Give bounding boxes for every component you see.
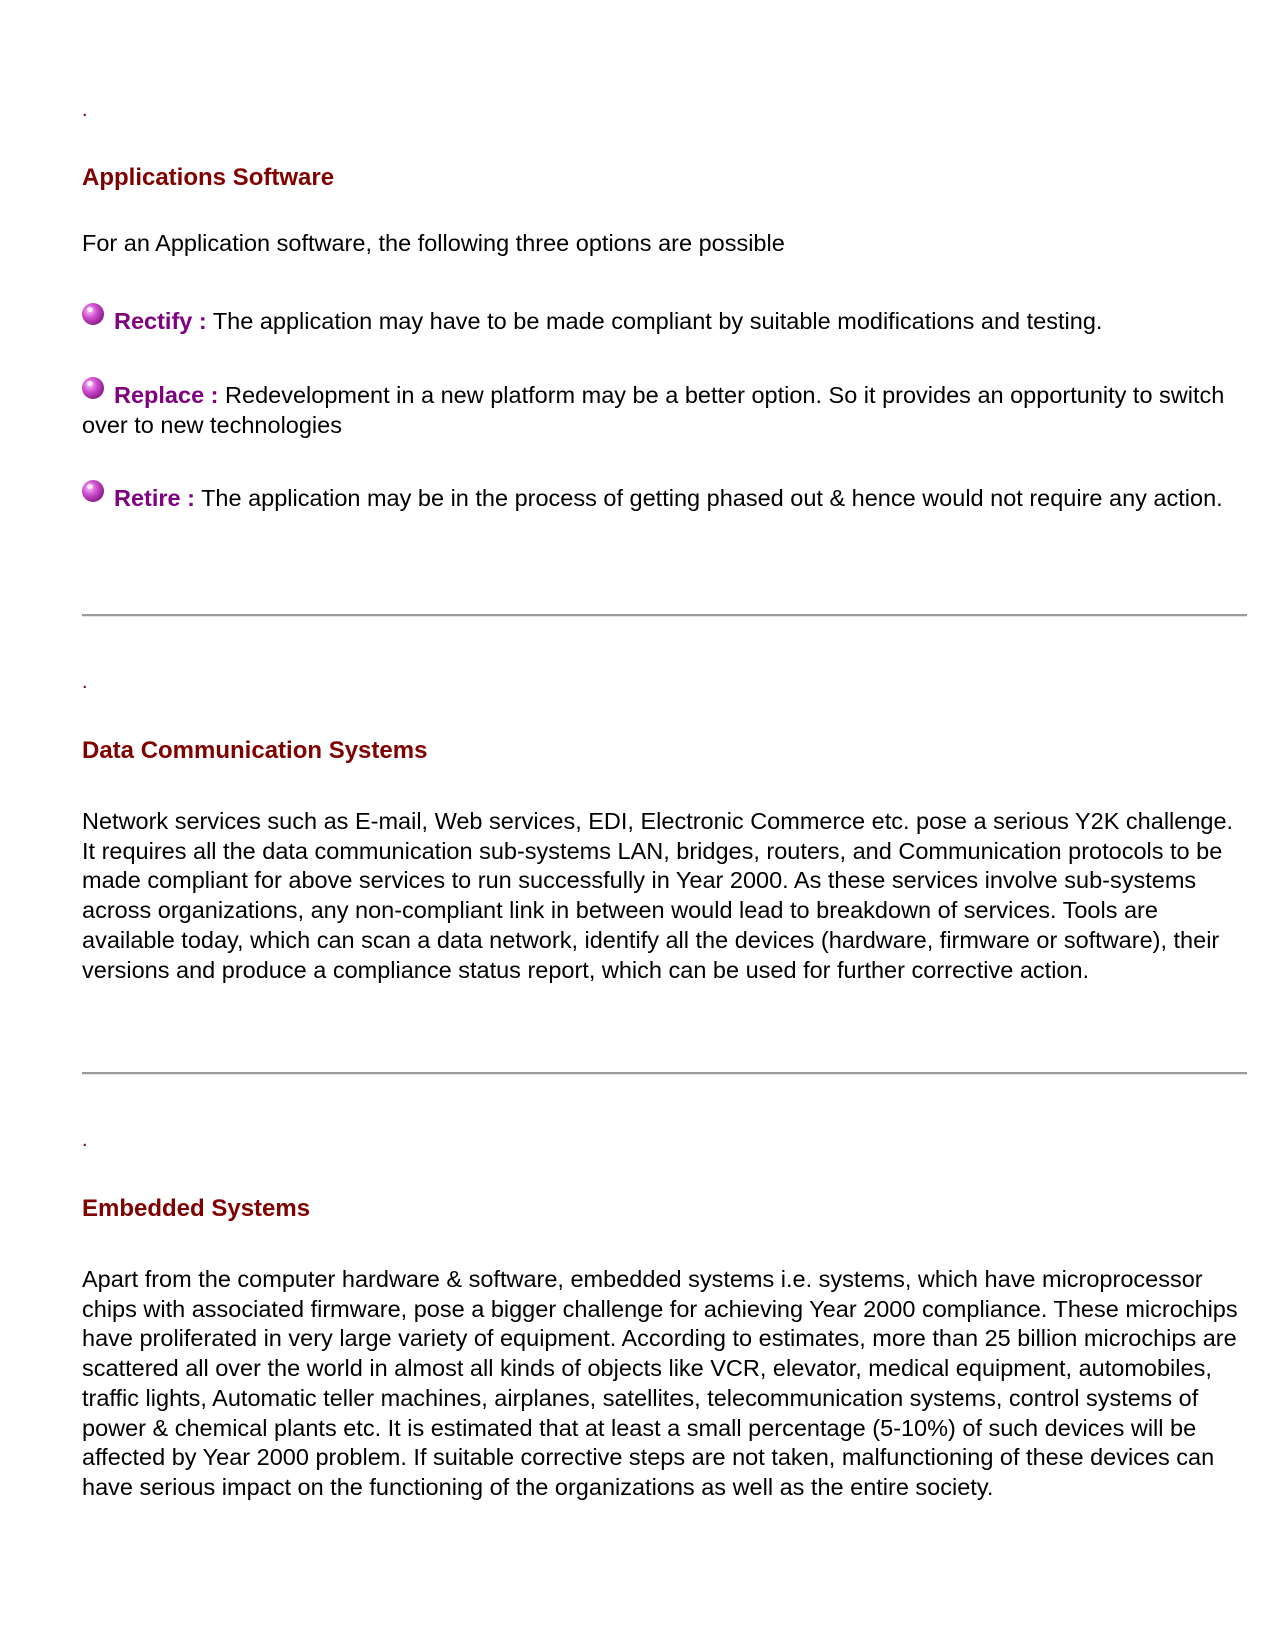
section-body: Network services such as E-mail, Web services, EDI, Electronic Commerce etc. pose a serious Y2K challenge. It requires all the data communication sub-systems LAN, bridges, routers, and Communication protocols to be made compliant for above services to run successfully in Year 2000. As these services involve sub-systems across organizations, any non-compliant link in between would lead to breakdown of services. Tools are available today, which can scan a data network, identify all the devices (hardware, firmware or software), their versions and produce a compliance status report, which can be used for further corrective action.: [82, 808, 1234, 983]
bullet-text: The application may have to be made compliant by suitable modifications and testing.: [206, 308, 1103, 334]
section-marker: .: [82, 99, 88, 121]
bullet-item-retire: [82, 480, 1247, 514]
purple-orb-bullet-icon: [82, 480, 104, 502]
section-heading-embedded-systems: Embedded Systems: [82, 1195, 311, 1222]
section-body: Apart from the computer hardware & software, embedded systems i.e. systems, which have microprocessor chips with associated firmware, pose a bigger challenge for achieving Year 2000 compliance. These microchips have proliferated in very large variety of equipment. According to estimates, more than 25 billion microchips are scattered all over the world in almost all kinds of objects like VCR, elevator, medical equipment, automobiles, traffic lights, Automatic teller machines, airplanes, satellites, telecommunication systems, control systems of power & chemical plants etc. It is estimated that at least a small percentage (5-10%) of such devices will be affected by Year 2000 problem. If suitable corrective steps are not taken, malfunctioning of these devices can have serious impact on the functioning of the organizations as well as the entire society.: [82, 1266, 1238, 1500]
section-marker: .: [82, 1129, 88, 1151]
bullet-text: The application may be in the process of getting phased out & hence would not require any action.: [194, 485, 1223, 511]
bullet-term: Retire :: [114, 485, 195, 511]
section-marker: .: [82, 671, 88, 693]
bullet-item-replace: [82, 377, 1247, 440]
bullet-term: Replace :: [114, 382, 219, 408]
section-intro: For an Application software, the following three options are possible: [82, 230, 785, 256]
purple-orb-bullet-icon: [82, 377, 104, 399]
bullet-item-rectify: [82, 303, 1247, 337]
bullet-term: Rectify :: [114, 308, 207, 334]
horizontal-rule: [82, 1072, 1247, 1075]
purple-orb-bullet-icon: [82, 303, 104, 325]
bullet-text: Redevelopment in a new platform may be a better option. So it provides an opportunity to switch over to new technologies: [82, 382, 1225, 438]
section-heading-data-communication-systems: Data Communication Systems: [82, 737, 428, 764]
horizontal-rule: [82, 614, 1247, 617]
section-heading-applications-software: Applications Software: [82, 164, 335, 191]
